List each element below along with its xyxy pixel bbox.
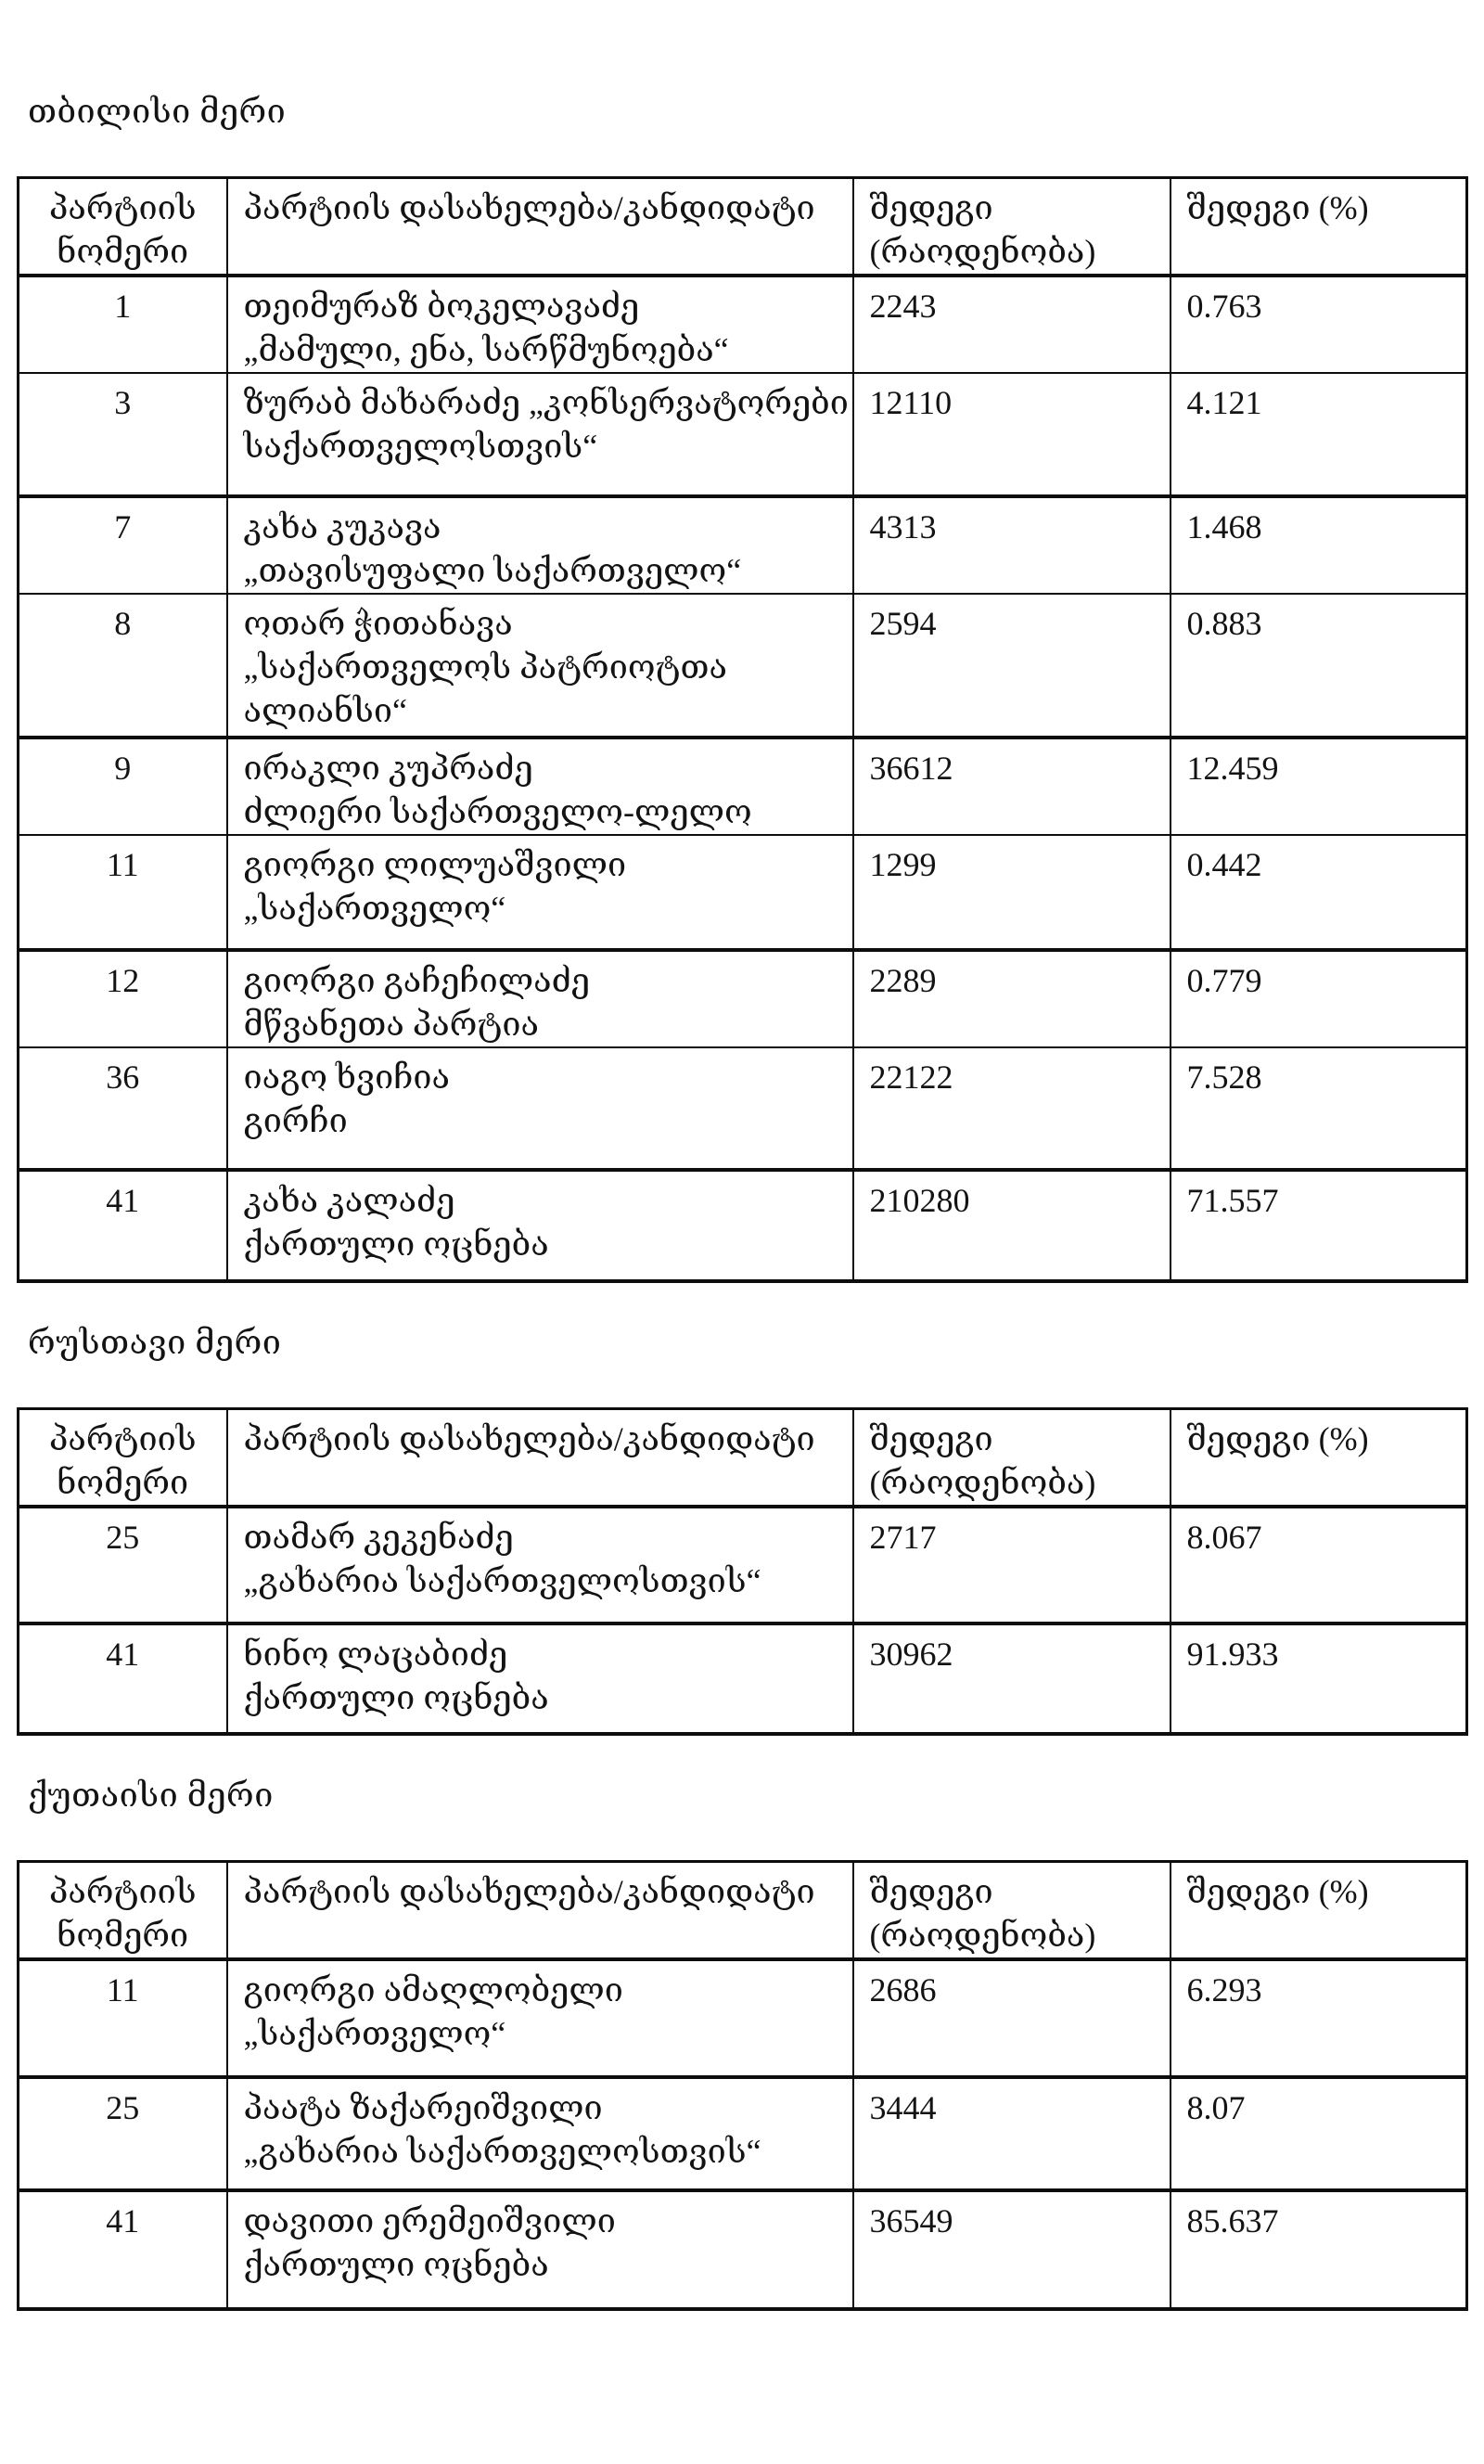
table-row: [19, 835, 1467, 950]
table-row: [19, 2190, 1467, 2309]
candidate-name: დავითი ერემეიშვილი: [243, 2202, 616, 2239]
percent-cell: 4.121: [1171, 373, 1467, 496]
header-result-count: [853, 1409, 1171, 1508]
section-title: ქუთაისი მერი: [28, 1777, 274, 1814]
party-number-cell: 9: [19, 738, 227, 835]
header-party-name: პარტიის დასახელება/კანდიდატი: [227, 178, 853, 276]
party-number-cell: 41: [19, 2190, 227, 2309]
party-number-cell: 25: [19, 1507, 227, 1623]
votes-cell: 36549: [853, 2190, 1171, 2309]
party-number-cell: 41: [19, 1623, 227, 1734]
section-kutaisi: [0, 1773, 1484, 2311]
candidate-cell: [227, 2190, 853, 2309]
percent-cell: 0.442: [1171, 835, 1467, 950]
header-line: (რაოდენობა): [869, 1464, 1096, 1501]
section-title: თბილისი მერი: [28, 93, 287, 130]
candidate-cell: [227, 950, 853, 1047]
percent-cell: 8.067: [1171, 1507, 1467, 1623]
section-title: რუსთავი მერი: [28, 1324, 282, 1361]
candidate-cell: [227, 276, 853, 373]
candidate-name: ირაკლი კუპრაძე: [243, 750, 533, 787]
party-number-cell: 11: [19, 835, 227, 950]
candidate-name: ნინო ლაცაბიძე: [243, 1636, 508, 1673]
candidate-party: ქართული ოცნება: [243, 1226, 549, 1263]
candidate-cell: [227, 594, 853, 738]
candidate-party: „საქართველო“: [243, 2015, 506, 2052]
table-row: [19, 276, 1467, 373]
header-result-percent: შედეგი (%): [1171, 1409, 1467, 1508]
candidate-party: საქართველოსთვის“: [243, 428, 598, 465]
percent-cell: 0.883: [1171, 594, 1467, 738]
party-number-cell: 41: [19, 1170, 227, 1281]
header-line: შედეგი: [869, 1873, 993, 1910]
results-table-tbilisi: [17, 176, 1468, 1283]
header-party-number: [19, 178, 227, 276]
party-number-cell: 1: [19, 276, 227, 373]
votes-cell: 2289: [853, 950, 1171, 1047]
header-line: პარტიის: [48, 189, 197, 226]
candidate-name: გიორგი ამაღლობელი: [243, 1971, 623, 2008]
candidate-party: ქართული ოცნება: [243, 1679, 549, 1716]
table-row: [19, 2077, 1467, 2190]
header-party-number: [19, 1862, 227, 1960]
candidate-name: ოთარ ჭითანავა: [243, 605, 513, 642]
votes-cell: 2243: [853, 276, 1171, 373]
party-number-cell: 11: [19, 1959, 227, 2077]
header-line: (რაოდენობა): [869, 233, 1096, 270]
votes-cell: 30962: [853, 1623, 1171, 1734]
header-party-number: [19, 1409, 227, 1508]
table-row: [19, 1623, 1467, 1734]
results-table-kutaisi: [17, 1860, 1468, 2311]
header-line: ნომერი: [57, 233, 189, 270]
section-rustavi: [0, 1320, 1484, 1736]
header-party-name: პარტიის დასახელება/კანდიდატი: [227, 1409, 853, 1508]
document-page: [0, 89, 1484, 2311]
party-number-cell: 12: [19, 950, 227, 1047]
header-line: შედეგი: [869, 1420, 993, 1457]
header-line: პარტიის: [48, 1873, 197, 1910]
table-header-row: [19, 178, 1467, 276]
votes-cell: 22122: [853, 1047, 1171, 1170]
results-table-rustavi: [17, 1407, 1468, 1736]
candidate-name: გიორგი გაჩეჩილაძე: [243, 962, 590, 999]
header-line: ნომერი: [57, 1917, 189, 1954]
votes-cell: 2594: [853, 594, 1171, 738]
percent-cell: 6.293: [1171, 1959, 1467, 2077]
candidate-cell: [227, 2077, 853, 2190]
table-row: [19, 373, 1467, 496]
candidate-name: ზურაბ მახარაძე „კონსერვატორები: [243, 384, 849, 421]
percent-cell: 0.779: [1171, 950, 1467, 1047]
header-line: ნომერი: [57, 1464, 189, 1501]
party-number-cell: 7: [19, 496, 227, 594]
table-row: [19, 1047, 1467, 1170]
candidate-party: ქართული ოცნება: [243, 2246, 549, 2283]
candidate-party: „მამული, ენა, სარწმუნოება“: [243, 331, 729, 368]
candidate-name: კახა კუკავა: [243, 508, 441, 545]
votes-cell: 36612: [853, 738, 1171, 835]
candidate-cell: [227, 1623, 853, 1734]
table-row: [19, 1507, 1467, 1623]
candidate-cell: [227, 1959, 853, 2077]
percent-cell: 0.763: [1171, 276, 1467, 373]
candidate-cell: [227, 496, 853, 594]
header-line: პარტიის: [48, 1420, 197, 1457]
header-line: (რაოდენობა): [869, 1917, 1096, 1954]
candidate-name: თამარ კეკენაძე: [243, 1519, 514, 1556]
candidate-cell: [227, 738, 853, 835]
votes-cell: 210280: [853, 1170, 1171, 1281]
candidate-party: გირჩი: [243, 1102, 348, 1139]
candidate-name: გიორგი ლილუაშვილი: [243, 846, 627, 883]
candidate-name: კახა კალაძე: [243, 1182, 455, 1219]
header-result-percent: შედეგი (%): [1171, 1862, 1467, 1960]
header-line: შედეგი: [869, 189, 993, 226]
candidate-name: თეიმურაზ ბოკელავაძე: [243, 288, 640, 325]
votes-cell: 2686: [853, 1959, 1171, 2077]
table-row: [19, 1959, 1467, 2077]
votes-cell: 4313: [853, 496, 1171, 594]
percent-cell: 71.557: [1171, 1170, 1467, 1281]
percent-cell: 1.468: [1171, 496, 1467, 594]
percent-cell: 12.459: [1171, 738, 1467, 835]
votes-cell: 2717: [853, 1507, 1171, 1623]
votes-cell: 3444: [853, 2077, 1171, 2190]
table-row: [19, 738, 1467, 835]
party-number-cell: 25: [19, 2077, 227, 2190]
candidate-party: „გახარია საქართველოსთვის“: [243, 2133, 761, 2170]
candidate-name: პაატა ზაქარეიშვილი: [243, 2089, 603, 2126]
candidate-party: „საქართველოს პატრიოტთა: [243, 648, 727, 686]
table-row: [19, 950, 1467, 1047]
table-header-row: [19, 1862, 1467, 1960]
party-number-cell: 8: [19, 594, 227, 738]
candidate-party: „გახარია საქართველოსთვის“: [243, 1562, 761, 1599]
header-result-percent: შედეგი (%): [1171, 178, 1467, 276]
table-header-row: [19, 1409, 1467, 1508]
table-row: [19, 496, 1467, 594]
table-row: [19, 1170, 1467, 1281]
percent-cell: 8.07: [1171, 2077, 1467, 2190]
header-result-count: [853, 1862, 1171, 1960]
candidate-party: „თავისუფალი საქართველო“: [243, 552, 742, 589]
candidate-party: ალიანსი“: [243, 692, 408, 729]
percent-cell: 85.637: [1171, 2190, 1467, 2309]
candidate-cell: [227, 1170, 853, 1281]
party-number-cell: 3: [19, 373, 227, 496]
header-result-count: [853, 178, 1171, 276]
table-row: [19, 594, 1467, 738]
candidate-cell: [227, 835, 853, 950]
candidate-party: „საქართველო“: [243, 890, 506, 927]
percent-cell: 7.528: [1171, 1047, 1467, 1170]
party-number-cell: 36: [19, 1047, 227, 1170]
section-tbilisi: [0, 89, 1484, 1283]
candidate-name: იაგო ხვიჩია: [243, 1059, 450, 1096]
votes-cell: 1299: [853, 835, 1171, 950]
candidate-cell: [227, 1507, 853, 1623]
votes-cell: 12110: [853, 373, 1171, 496]
candidate-cell: [227, 1047, 853, 1170]
header-party-name: პარტიის დასახელება/კანდიდატი: [227, 1862, 853, 1960]
percent-cell: 91.933: [1171, 1623, 1467, 1734]
candidate-party: მწვანეთა პარტია: [243, 1006, 539, 1043]
candidate-party: ძლიერი საქართველო-ლელო: [243, 793, 752, 830]
candidate-cell: [227, 373, 853, 496]
